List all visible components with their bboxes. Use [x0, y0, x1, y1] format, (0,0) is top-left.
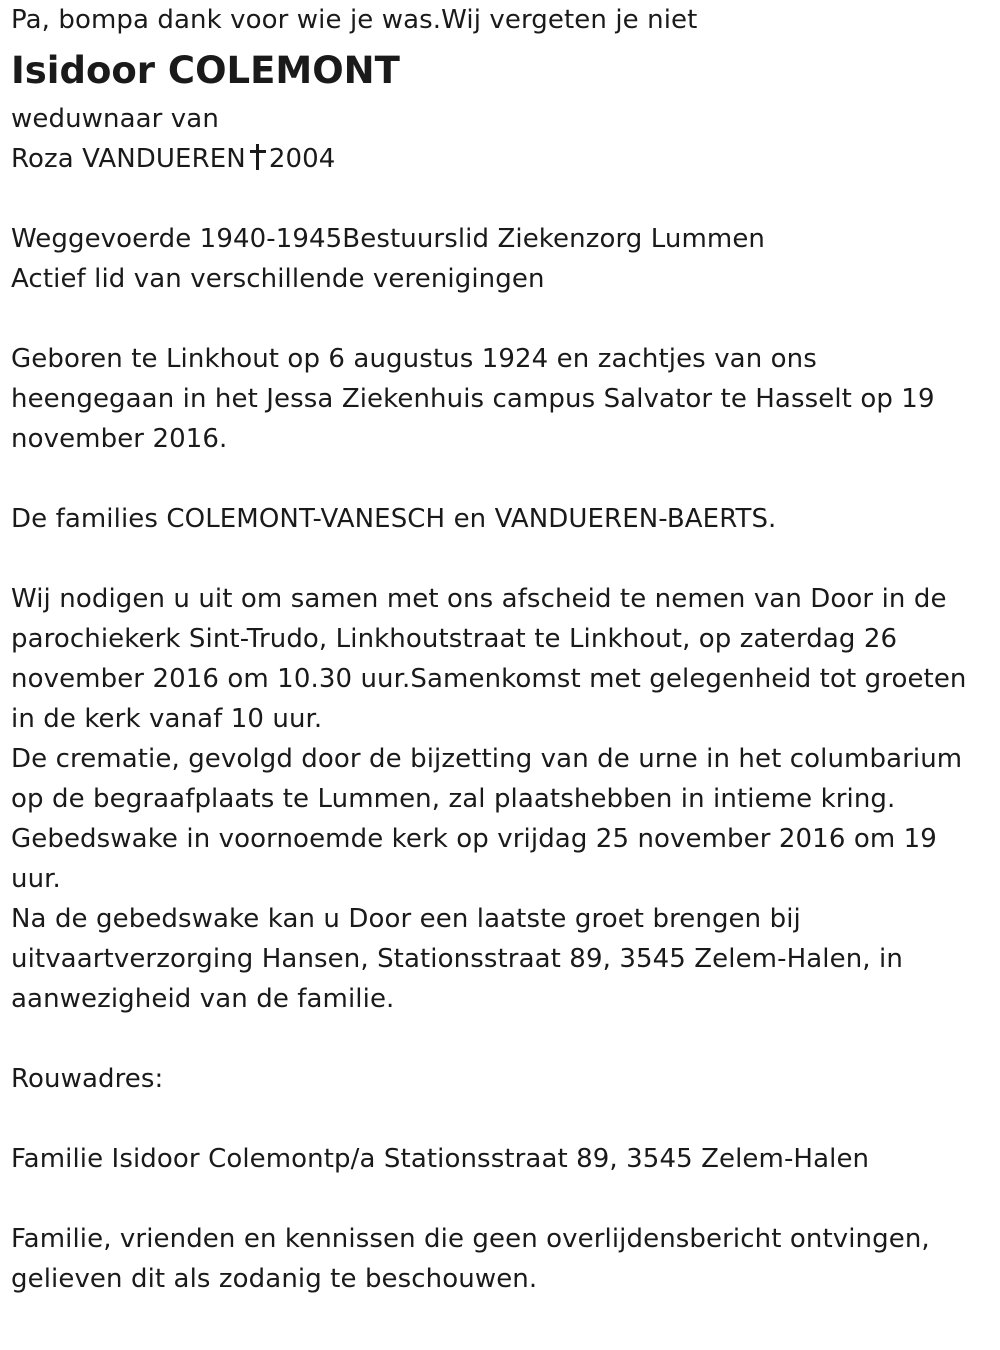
invitation-line: Wij nodigen u uit om samen met ons afscheid te nemen van Door in de — [11, 584, 947, 614]
obituary-notice — [11, 0, 991, 1299]
closing-line: Familie, vrienden en kennissen die geen overlijdensbericht ontvingen, — [11, 1224, 930, 1254]
deceased-name: Isidoor COLEMONT — [11, 49, 400, 92]
birth-death-line: Geboren te Linkhout op 6 augustus 1924 en zachtjes van ons — [11, 344, 817, 374]
invitation-line: op de begraafplaats te Lummen, zal plaatshebben in intieme kring. — [11, 784, 896, 814]
motto-line: Pa, bompa dank voor wie je was.Wij vergeten je niet — [11, 5, 698, 35]
spouse-line — [11, 139, 991, 179]
invitation-line: november 2016 om 10.30 uur.Samenkomst met gelegenheid tot groeten — [11, 664, 967, 694]
invitation-line: Na de gebedswake kan u Door een laatste groet brengen bij — [11, 904, 801, 934]
invitation-line: uitvaartverzorging Hansen, Stationsstraat 89, 3545 Zelem-Halen, in — [11, 944, 903, 974]
birth-death-line: november 2016. — [11, 424, 228, 454]
roles-line: Actief lid van verschillende verenigingen — [11, 264, 545, 294]
invitation-line: aanwezigheid van de familie. — [11, 984, 395, 1014]
families-line: De families COLEMONT-VANESCH en VANDUEREN-BAERTS. — [11, 504, 777, 534]
invitation-line: parochiekerk Sint-Trudo, Linkhoutstraat te Linkhout, op zaterdag 26 — [11, 624, 898, 654]
invitation-line: De crematie, gevolgd door de bijzetting van de urne in het columbarium — [11, 744, 963, 774]
spouse-name: Roza VANDUEREN — [11, 144, 246, 174]
address-label: Rouwadres: — [11, 1064, 164, 1094]
relation-text: weduwnaar van — [11, 104, 219, 134]
invitation-line: uur. — [11, 864, 61, 894]
birth-death-line: heengegaan in het Jessa Ziekenhuis campus Salvator te Hasselt op 19 — [11, 384, 935, 414]
invitation-line: in de kerk vanaf 10 uur. — [11, 704, 323, 734]
invitation-line: Gebedswake in voornoemde kerk op vrijdag 25 november 2016 om 19 — [11, 824, 937, 854]
spouse-death-year: 2004 — [268, 144, 336, 174]
closing-line: gelieven dit als zodanig te beschouwen. — [11, 1264, 538, 1294]
latin-cross-icon — [250, 144, 266, 170]
roles-line: Weggevoerde 1940-1945Bestuurslid Ziekenzorg Lummen — [11, 224, 765, 254]
mourning-address: Familie Isidoor Colemontp/a Stationsstraat 89, 3545 Zelem-Halen — [11, 1144, 870, 1174]
